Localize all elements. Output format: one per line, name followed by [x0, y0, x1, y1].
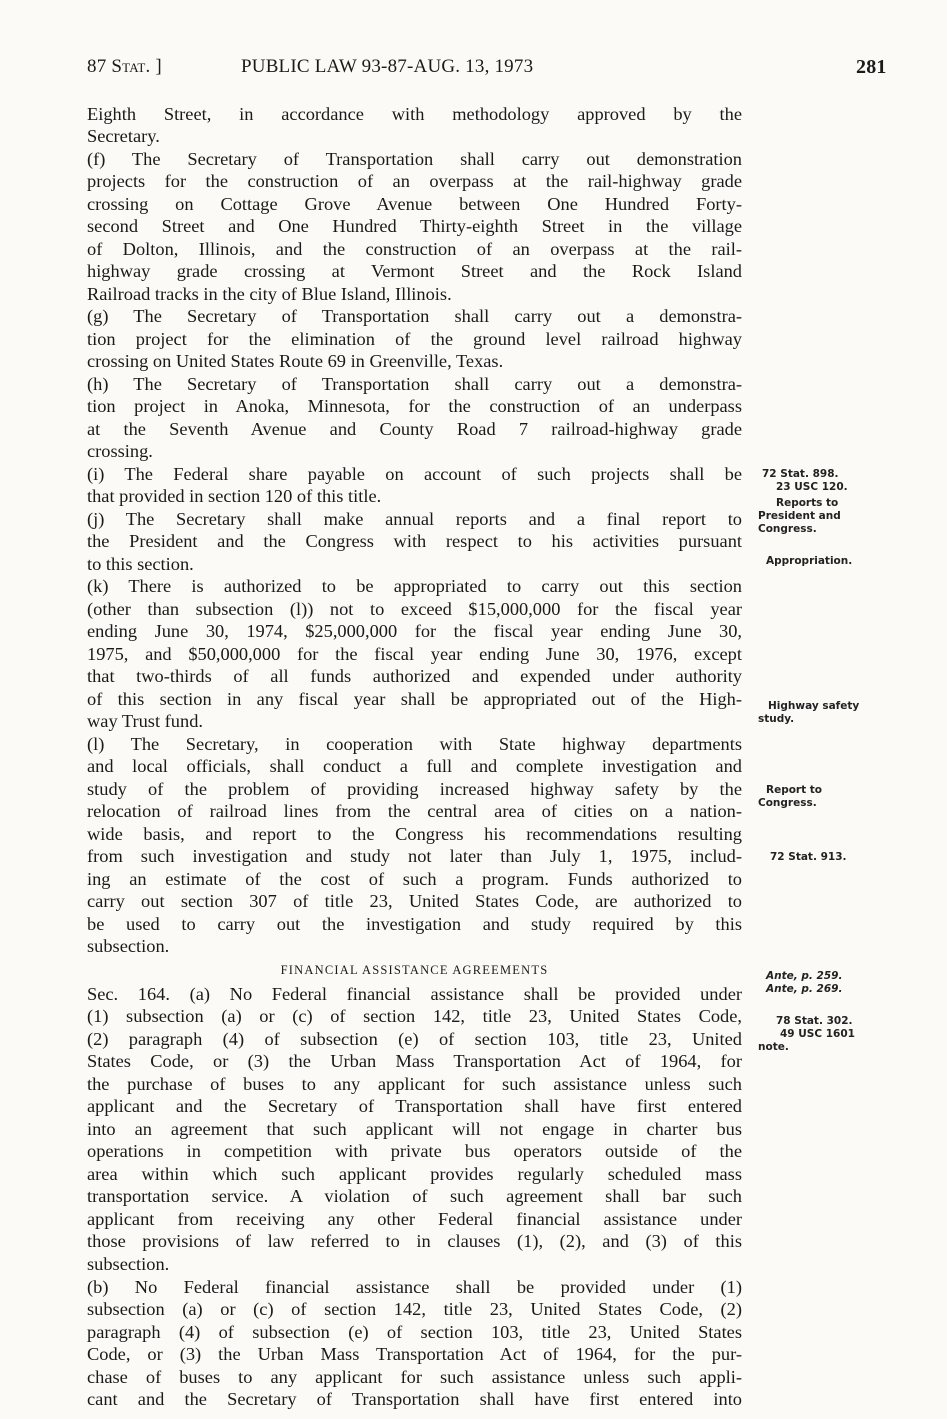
text-line: operations in competition with private bus operators outside of the — [87, 1141, 742, 1161]
text-line: chase of buses to any applicant for such assistance unless such appli- — [87, 1367, 742, 1387]
text-line: transportation service. A violation of such agreement shall bar such — [87, 1186, 742, 1206]
margin-note — [758, 468, 848, 494]
text-line: (l) The Secretary, in cooperation with State highway departments — [87, 734, 742, 754]
text-line: at the Seventh Avenue and County Road 7 railroad-highway grade — [87, 419, 742, 439]
text-line: those provisions of law referred to in clauses (1), (2), and (3) of this — [87, 1231, 742, 1251]
text-line: way Trust fund. — [87, 711, 203, 731]
volume-reference — [87, 56, 162, 78]
text-line: subsection. — [87, 1254, 170, 1274]
text-line: States Code, or (3) the Urban Mass Transportation Act of 1964, for — [87, 1051, 742, 1071]
margin-note-line: Highway safety — [768, 700, 860, 712]
text-line: from such investigation and study not later than July 1, 1975, includ- — [87, 846, 742, 866]
text-line: highway grade crossing at Vermont Street and the Rock Island — [87, 261, 742, 281]
margin-note-line: President and — [758, 510, 841, 522]
text-line: ending June 30, 1974, $25,000,000 for the fiscal year ending June 30, — [87, 621, 742, 641]
text-line: subsection. — [87, 936, 170, 956]
page-number: 281 — [856, 56, 887, 78]
text-line: crossing on Cottage Grove Avenue between One Hundred Forty- — [87, 194, 742, 214]
text-line: (j) The Secretary shall make annual reports and a final report to — [87, 509, 742, 529]
margin-note-line: Ante, p. 269. — [766, 983, 843, 995]
text-line: of Dolton, Illinois, and the construction of an overpass at the rail- — [87, 239, 742, 259]
text-line: that provided in section 120 of this title. — [87, 486, 382, 506]
running-title: PUBLIC LAW 93-87-AUG. 13, 1973 — [241, 56, 534, 77]
margin-note-line: Congress. — [758, 523, 817, 535]
text-line: Secretary. — [87, 126, 160, 146]
margin-note — [758, 700, 859, 726]
text-line: (k) There is authorized to be appropriated to carry out this section — [87, 576, 742, 596]
text-line: (other than subsection (l)) not to exceed $15,000,000 for the fiscal year — [87, 599, 742, 619]
margin-note-line: 49 USC 1601 — [780, 1028, 855, 1040]
text-line: the purchase of buses to any applicant for such assistance unless such — [87, 1074, 742, 1094]
text-line: (2) paragraph (4) of subsection (e) of section 103, title 23, United — [87, 1029, 742, 1049]
margin-note-line: Reports to — [776, 497, 839, 509]
text-line: area within which such applicant provides regularly scheduled mass — [87, 1164, 742, 1184]
text-line: second Street and One Hundred Thirty-eighth Street in the village — [87, 216, 742, 236]
text-line: to this section. — [87, 554, 194, 574]
margin-note-line: note. — [758, 1041, 789, 1053]
text-line: Sec. 164. (a) No Federal financial assistance shall be provided under — [87, 984, 742, 1004]
text-line: cant and the Secretary of Transportation shall have first entered into — [87, 1389, 742, 1409]
margin-note-line: 23 USC 120. — [776, 481, 848, 493]
text-line: 1975, and $50,000,000 for the fiscal year ending June 30, 1976, except — [87, 644, 742, 664]
margin-note-line: Congress. — [758, 797, 817, 809]
text-line: crossing on United States Route 69 in Greenville, Texas. — [87, 351, 504, 371]
text-line: of this section in any fiscal year shall be appropriated out of the High- — [87, 689, 742, 709]
text-line: relocation of railroad lines from the central area of cities on a nation- — [87, 801, 742, 821]
margin-note-line: 72 Stat. 913. — [770, 851, 847, 863]
text-line: ing an estimate of the cost of such a program. Funds authorized to — [87, 869, 742, 889]
text-line: and local officials, shall conduct a full and complete investigation and — [87, 756, 742, 776]
margin-note-line: study. — [758, 713, 795, 725]
text-line: be used to carry out the investigation and study required by this — [87, 914, 742, 934]
margin-note-line: Ante, p. 259. — [766, 970, 843, 982]
text-line: applicant and the Secretary of Transportation shall have first entered — [87, 1096, 742, 1116]
margin-note-line: 78 Stat. 302. — [776, 1015, 853, 1027]
margin-note — [758, 970, 842, 996]
text-line: projects for the construction of an overpass at the rail-highway grade — [87, 171, 742, 191]
text-line: (b) No Federal financial assistance shall be provided under (1) — [87, 1277, 742, 1297]
margin-note-line: 72 Stat. 898. — [762, 468, 839, 480]
margin-note-line: Report to — [766, 784, 823, 796]
volume-reference-text: 87 Stat. ] — [87, 56, 162, 77]
text-line: tion project for the elimination of the ground level railroad highway — [87, 329, 742, 349]
text-line: Railroad tracks in the city of Blue Island, Illinois. — [87, 284, 452, 304]
text-line: (h) The Secretary of Transportation shall carry out a demonstra- — [87, 374, 742, 394]
text-line: crossing. — [87, 441, 153, 461]
text-line: applicant from receiving any other Federal financial assistance under — [87, 1209, 742, 1229]
text-line: wide basis, and report to the Congress his recommendations resulting — [87, 824, 742, 844]
text-line: (i) The Federal share payable on account of such projects shall be — [87, 464, 742, 484]
text-line: (f) The Secretary of Transportation shall carry out demonstration — [87, 149, 742, 169]
text-line: Code, or (3) the Urban Mass Transportation Act of 1964, for the pur- — [87, 1344, 742, 1364]
section-heading: FINANCIAL ASSISTANCE AGREEMENTS — [280, 963, 549, 977]
text-line: that two-thirds of all funds authorized and expended under authority — [87, 666, 742, 686]
text-line: carry out section 307 of title 23, United States Code, are authorized to — [87, 891, 742, 911]
text-line: subsection (a) or (c) of section 142, title 23, United States Code, (2) — [87, 1299, 742, 1319]
text-line: Eighth Street, in accordance with methodology approved by the — [87, 104, 742, 124]
text-line: tion project in Anoka, Minnesota, for the construction of an underpass — [87, 396, 742, 416]
margin-note-line: Appropriation. — [766, 555, 853, 567]
text-line: the President and the Congress with respect to his activities pursuant — [87, 531, 742, 551]
margin-note — [758, 784, 822, 810]
text-line: paragraph (4) of subsection (e) of section 103, title 23, United States — [87, 1322, 742, 1342]
text-line: (g) The Secretary of Transportation shall carry out a demonstra- — [87, 306, 742, 326]
text-line: into an agreement that such applicant will not engage in charter bus — [87, 1119, 742, 1139]
margin-note — [758, 1015, 855, 1054]
text-line: study of the problem of providing increased highway safety by the — [87, 779, 742, 799]
margin-note — [758, 497, 841, 536]
margin-note — [758, 851, 847, 864]
margin-note — [758, 555, 852, 568]
text-line: (1) subsection (a) or (c) of section 142, title 23, United States Code, — [87, 1006, 742, 1026]
